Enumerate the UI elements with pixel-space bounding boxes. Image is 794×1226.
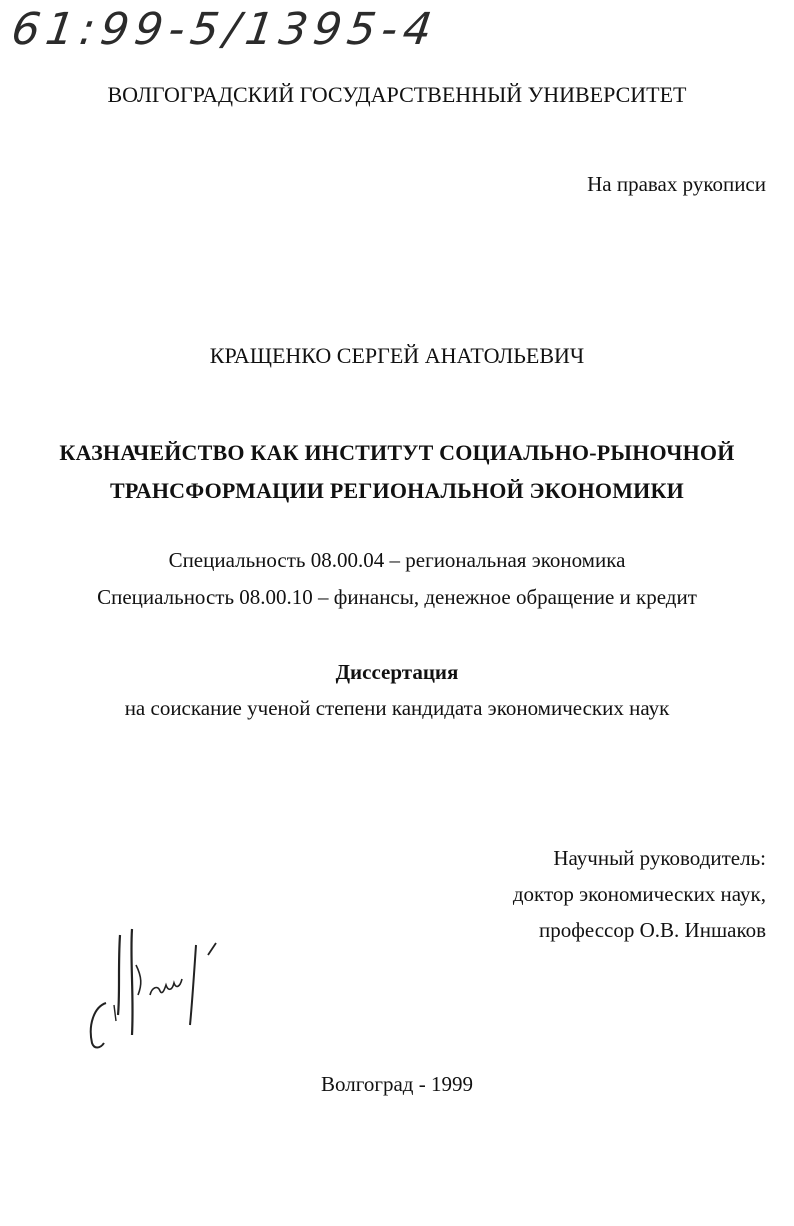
supervisor-degree: доктор экономических наук, (512, 882, 766, 906)
city-year: Волгоград - 1999 (321, 1072, 473, 1096)
specialty-2: Специальность 08.00.10 – финансы, денежное обращение и кредит (97, 585, 697, 609)
university-name: ВОЛГОГРАДСКИЙ ГОСУДАРСТВЕННЫЙ УНИВЕРСИТЕТ (107, 82, 687, 107)
title-line-1: КАЗНАЧЕЙСТВО КАК ИНСТИТУТ СОЦИАЛЬНО-РЫНОЧНОЙ (59, 440, 735, 465)
degree-purpose: на соискание ученой степени кандидата экономических наук (124, 696, 670, 720)
archive-stamp (4, 4, 484, 64)
specialty-1: Специальность 08.00.04 – региональная экономика (168, 548, 626, 572)
work-type: Диссертация (335, 660, 459, 684)
supervisor-label: Научный руководитель: (553, 846, 766, 870)
title-line-2: ТРАНСФОРМАЦИИ РЕГИОНАЛЬНОЙ ЭКОНОМИКИ (110, 478, 684, 503)
author-name: КРАЩЕНКО СЕРГЕЙ АНАТОЛЬЕВИЧ (209, 343, 585, 368)
manuscript-rights: На правах рукописи (587, 172, 766, 196)
handwritten-signature (80, 925, 240, 1055)
supervisor-name: профессор О.В. Иншаков (539, 918, 766, 942)
archive-stamp-text: 61:99-5/1395-4 (8, 4, 441, 55)
